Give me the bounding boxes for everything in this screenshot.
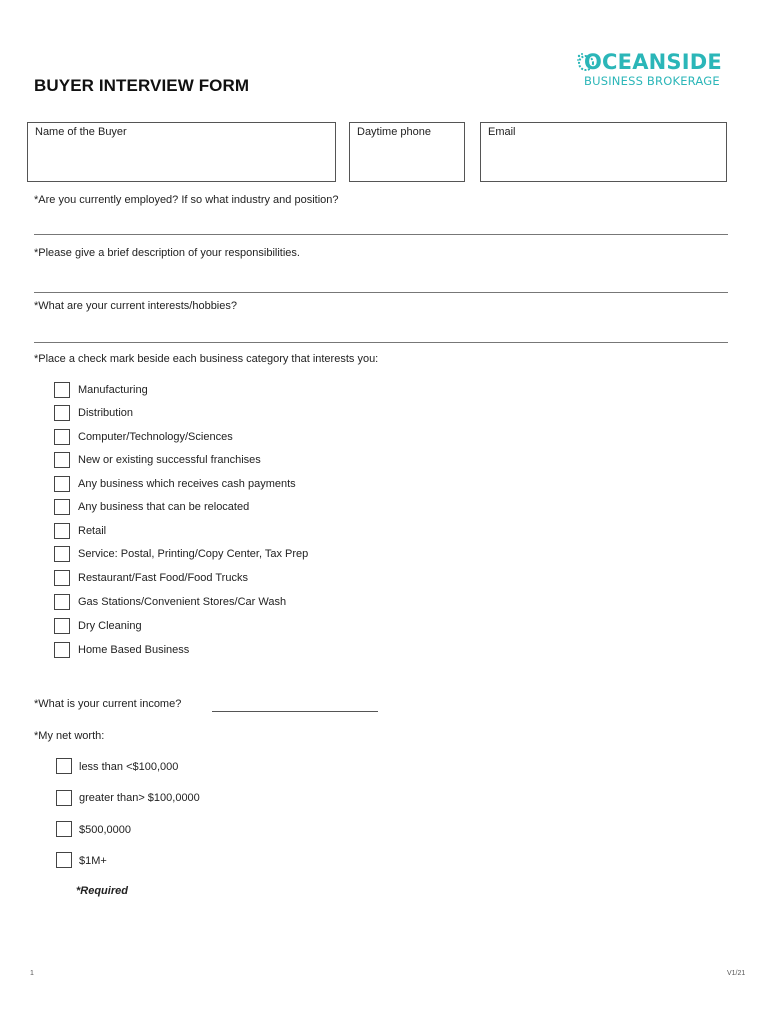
net-worth-checkbox[interactable] bbox=[56, 821, 72, 837]
net-worth-checkbox[interactable] bbox=[56, 852, 72, 868]
net-worth-checkbox[interactable] bbox=[56, 758, 72, 774]
category-checkbox[interactable] bbox=[54, 523, 70, 539]
employment-answer-line[interactable] bbox=[34, 234, 728, 235]
buyer-name-label: Name of the Buyer bbox=[35, 126, 127, 138]
interests-answer-line[interactable] bbox=[34, 342, 728, 343]
page-number: 1 bbox=[30, 970, 34, 977]
category-checkbox[interactable] bbox=[54, 429, 70, 445]
category-checkbox[interactable] bbox=[54, 594, 70, 610]
category-label: Gas Stations/Convenient Stores/Car Wash bbox=[78, 596, 287, 608]
category-label: New or existing successful franchises bbox=[78, 454, 261, 466]
email-label: Email bbox=[488, 126, 516, 138]
category-label: Manufacturing bbox=[78, 384, 148, 396]
buyer-name-field[interactable] bbox=[27, 122, 336, 182]
net-worth-label: $1M+ bbox=[79, 855, 107, 867]
email-field[interactable] bbox=[480, 122, 727, 182]
category-checkbox[interactable] bbox=[54, 642, 70, 658]
form-title: BUYER INTERVIEW FORM bbox=[34, 76, 250, 95]
category-label: Home Based Business bbox=[78, 644, 190, 656]
category-checkbox[interactable] bbox=[54, 452, 70, 468]
category-checkbox[interactable] bbox=[54, 618, 70, 634]
category-checkbox[interactable] bbox=[54, 546, 70, 562]
net-worth-label: $500,0000 bbox=[79, 824, 131, 836]
logo-name: OCEANSIDE bbox=[584, 50, 722, 74]
category-label: Any business which receives cash payments bbox=[78, 478, 296, 490]
category-checkbox[interactable] bbox=[54, 570, 70, 586]
daytime-phone-label: Daytime phone bbox=[357, 126, 431, 138]
version-label: V1/21 bbox=[727, 970, 746, 977]
required-note: *Required bbox=[76, 885, 128, 897]
category-label: Computer/Technology/Sciences bbox=[78, 431, 233, 443]
category-checkbox[interactable] bbox=[54, 405, 70, 421]
logo-tagline: BUSINESS BROKERAGE bbox=[584, 74, 720, 88]
category-label: Any business that can be relocated bbox=[78, 501, 250, 513]
responsibilities-answer-line[interactable] bbox=[34, 292, 728, 293]
oceanside-logo bbox=[576, 50, 722, 90]
net-worth-question: *My net worth: bbox=[34, 730, 105, 742]
category-label: Distribution bbox=[78, 407, 134, 419]
net-worth-checkbox[interactable] bbox=[56, 790, 72, 806]
category-checkbox[interactable] bbox=[54, 382, 70, 398]
daytime-phone-field[interactable] bbox=[349, 122, 465, 182]
employment-question: *Are you currently employed? If so what industry and position? bbox=[34, 194, 339, 206]
income-question: *What is your current income? bbox=[34, 698, 182, 710]
category-checkbox[interactable] bbox=[54, 499, 70, 515]
responsibilities-question: *Please give a brief description of your responsibilities. bbox=[34, 247, 300, 259]
category-label: Service: Postal, Printing/Copy Center, Tax Prep bbox=[78, 548, 309, 560]
categories-prompt: *Place a check mark beside each business category that interests you: bbox=[34, 353, 379, 365]
net-worth-label: greater than> $100,0000 bbox=[79, 792, 200, 804]
interests-question: *What are your current interests/hobbies? bbox=[34, 300, 237, 312]
category-label: Retail bbox=[78, 525, 107, 537]
category-label: Restaurant/Fast Food/Food Trucks bbox=[78, 572, 248, 584]
category-checkbox[interactable] bbox=[54, 476, 70, 492]
income-answer-line[interactable] bbox=[212, 711, 378, 712]
category-label: Dry Cleaning bbox=[78, 620, 142, 632]
net-worth-label: less than <$100,000 bbox=[79, 761, 179, 773]
